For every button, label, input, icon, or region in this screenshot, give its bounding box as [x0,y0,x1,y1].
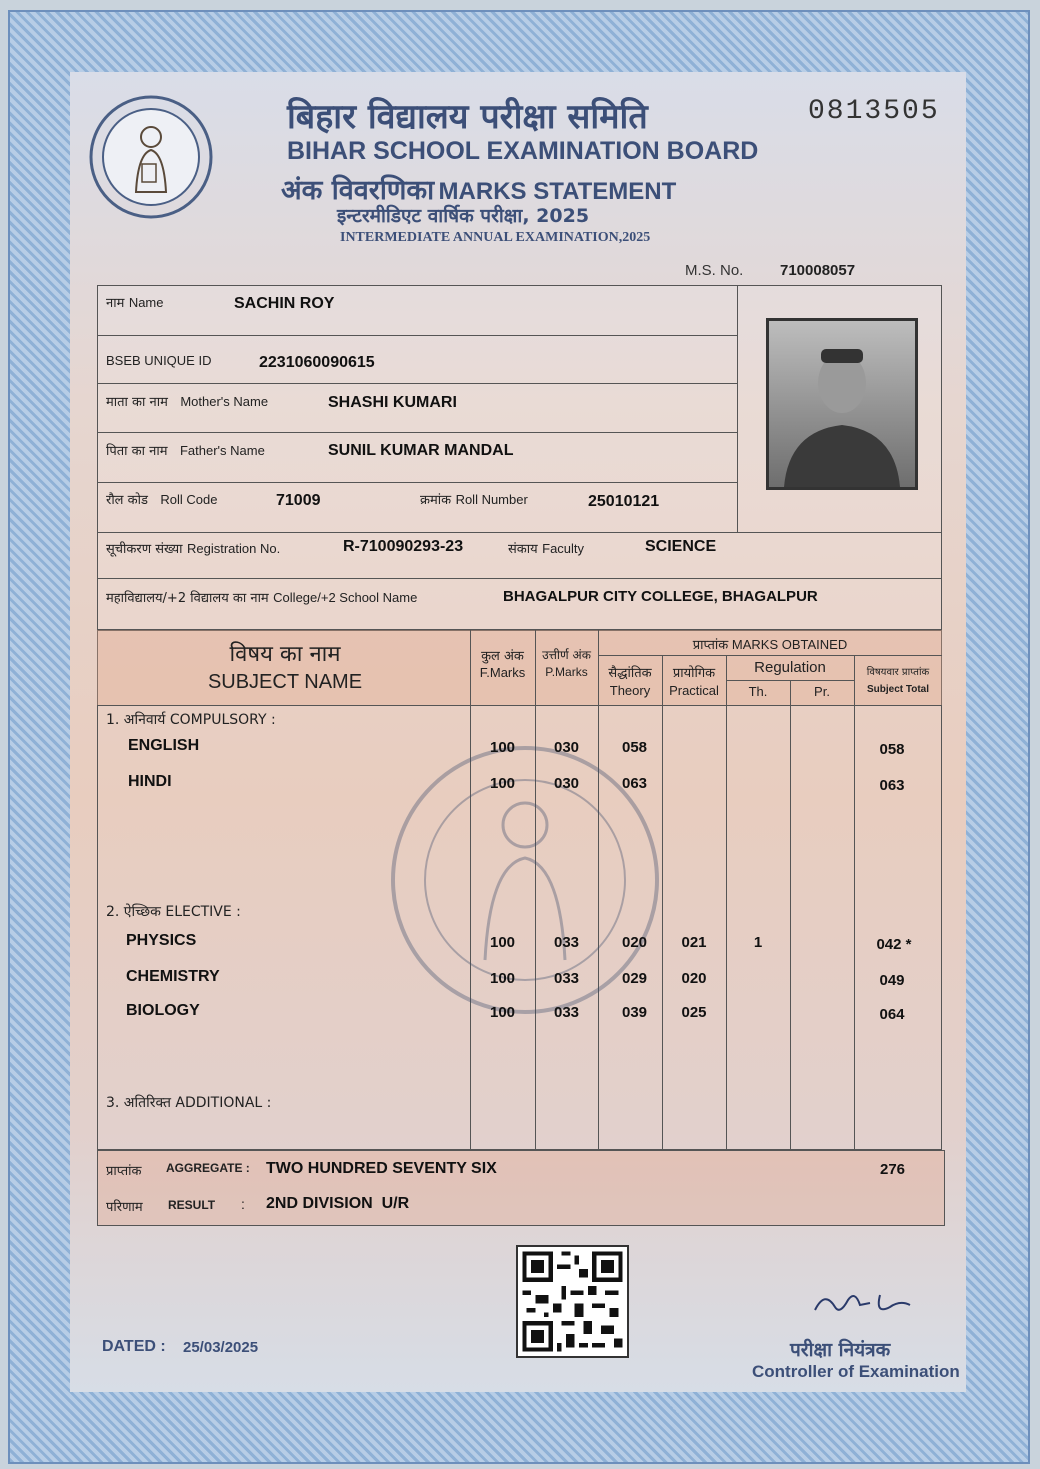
theory-header: Theory [609,683,651,698]
practical-marks: 021 [681,934,707,951]
qr-code-icon [516,1245,629,1358]
subject-total-header: Subject Total [866,684,930,695]
theory-marks: 063 [621,775,648,792]
uid-label: BSEB UNIQUE ID [106,353,212,368]
board-name-hindi: बिहार विद्यालय परीक्षा समिति [287,97,648,137]
ms-no: 710008057 [780,262,856,279]
aggregate-label-hindi: प्राप्तांक [106,1164,142,1179]
regulation-header: Regulation [754,659,826,676]
roll-code: 71009 [276,492,321,509]
full-marks: 100 [489,1004,516,1021]
serial-number: 0813505 [808,96,940,127]
result-colon: : [241,1196,245,1212]
subject-name: CHEMISTRY [126,968,220,985]
controller-hindi: परीक्षा नियंत्रक [790,1339,891,1361]
name-row [106,293,164,312]
theory-marks: 039 [621,1004,648,1021]
college-label-hindi: महाविद्यालय/+2 विद्यालय का नाम [106,591,269,606]
pass-marks: 033 [553,970,580,987]
elective-heading: 2. ऐच्छिक ELECTIVE : [106,904,241,920]
pass-marks: 030 [553,739,580,756]
theory-marks: 058 [621,739,648,756]
subject-total: 058 [879,741,905,758]
signature-icon [810,1285,920,1325]
marks-obtained-header-english: MARKS OBTAINED [731,637,848,652]
father-name: SUNIL KUMAR MANDAL [328,442,514,459]
mother-row [106,392,268,411]
faculty: SCIENCE [645,538,717,555]
name-label-hindi: नाम [106,296,125,311]
mother-label-hindi: माता का नाम [106,395,168,410]
pass-marks-header-hindi: उत्तीर्ण अंक [542,648,591,662]
subject-name: HINDI [128,773,172,790]
college-row [106,588,417,607]
registration-label: Registration No. [187,541,281,556]
father-label-hindi: पिता का नाम [106,444,168,459]
college-name: BHAGALPUR CITY COLLEGE, BHAGALPUR [503,588,818,605]
result-division: 2ND DIVISION U/R [266,1195,410,1212]
full-marks: 100 [489,739,516,756]
mother-label: Mother's Name [180,394,269,409]
registration-row [106,539,280,558]
pass-marks: 033 [553,1004,580,1021]
faculty-label-hindi: संकाय [508,542,538,557]
pass-marks: 030 [553,775,580,792]
college-label: College/+2 School Name [273,590,418,605]
regulation-theory: 1 [753,934,763,951]
full-marks: 100 [489,934,516,951]
subject-total: 042 * [876,936,912,953]
ms-no-label: M.S. No. [685,262,744,279]
aggregate-words: TWO HUNDRED SEVENTY SIX [266,1160,497,1177]
mother-name: SHASHI KUMARI [328,394,457,411]
student-photo [766,318,918,490]
board-seal-icon [86,92,216,222]
subject-total: 063 [879,777,905,794]
name-label: Name [128,295,164,310]
result-label: RESULT [168,1198,216,1212]
result-label-hindi: परिणाम [106,1200,143,1215]
exam-name-hindi: इन्टरमीडिएट वार्षिक परीक्षा, 2025 [337,205,590,227]
faculty-row [508,539,584,558]
father-label: Father's Name [179,443,265,458]
roll-code-label: Roll Code [160,492,218,507]
full-marks: 100 [489,970,516,987]
regulation-theory-header: Th. [748,684,768,699]
roll-number-label-hindi: क्रमांक [420,493,452,508]
subject-total: 064 [879,1006,905,1023]
pass-marks-header: P.Marks [545,665,588,679]
registration-label-hindi: सूचीकरण संख्या [106,542,183,557]
statement-title-english: MARKS STATEMENT [438,178,677,205]
regulation-practical-header: Pr. [814,684,830,699]
roll-number-label: Roll Number [455,492,528,507]
faculty-label: Faculty [542,541,585,556]
practical-marks: 020 [681,970,707,987]
father-row [106,441,265,460]
compulsory-heading: 1. अनिवार्य COMPULSORY : [106,712,276,728]
exam-name: INTERMEDIATE ANNUAL EXAMINATION,2025 [340,230,651,245]
subject-name: ENGLISH [128,737,200,754]
practical-header-hindi: प्रायोगिक [672,666,716,681]
full-marks-header-hindi: कुल अंक [481,649,524,664]
roll-code-label-hindi: रौल कोड [106,493,148,508]
subject-total: 049 [879,972,905,989]
unique-id: 2231060090615 [259,354,375,371]
roll-number-row [420,490,528,509]
full-marks-header: F.Marks [479,665,526,680]
marks-obtained-header [598,635,942,653]
aggregate-total: 276 [880,1161,906,1178]
marks-obtained-header-hindi: प्राप्तांक [692,638,729,653]
controller: Controller of Examination [752,1362,960,1381]
aggregate-label: AGGREGATE : [166,1161,250,1175]
practical-header: Practical [669,683,719,698]
statement-title-hindi: अंक विवरणिका [281,175,435,206]
roll-number: 25010121 [588,493,660,510]
practical-marks: 025 [681,1004,707,1021]
subject-total-header-hindi: विषयवार प्राप्तांक [866,667,930,678]
theory-header-hindi: सैद्धांतिक [608,666,652,681]
subject-name: PHYSICS [126,932,197,949]
subject-header: SUBJECT NAME [207,671,363,693]
theory-marks: 020 [621,934,648,951]
full-marks: 100 [489,775,516,792]
student-name: SACHIN ROY [234,295,335,312]
subject-name: BIOLOGY [126,1002,200,1019]
theory-marks: 029 [621,970,648,987]
person-icon [769,321,915,487]
board-name: BIHAR SCHOOL EXAMINATION BOARD [287,137,759,165]
pass-marks: 033 [553,934,580,951]
roll-code-row [106,490,217,509]
subject-header-hindi: विषय का नाम [229,642,341,667]
registration-no: R-710090293-23 [343,538,464,555]
additional-heading: 3. अतिरिक्त ADDITIONAL : [106,1095,272,1111]
dated-label: DATED : [102,1338,166,1355]
dated: 25/03/2025 [183,1339,259,1356]
